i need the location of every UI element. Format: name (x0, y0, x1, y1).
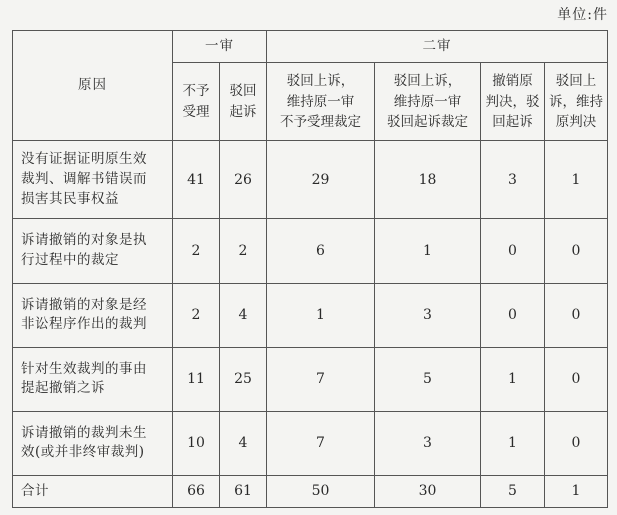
value-cell: 0 (481, 283, 545, 347)
table-row (13, 283, 608, 347)
table-row (13, 347, 608, 411)
header-second-instance: 二审 (267, 31, 608, 63)
header-row-top (13, 31, 608, 63)
reason-cell: 没有证据证明原生效 裁判、调解书错误而 损害其民事权益 (13, 141, 173, 219)
value-cell: 11 (173, 347, 220, 411)
value-cell: 26 (220, 141, 267, 219)
value-cell: 4 (220, 283, 267, 347)
value-cell: 41 (173, 141, 220, 219)
header-upheld-not-accepted: 驳回上诉， 维持原一审 不予受理裁定 (267, 63, 375, 141)
header-upheld-original: 驳回上 诉，维持 原判决 (545, 63, 608, 141)
header-reason: 原因 (13, 31, 173, 141)
header-dismissed: 驳回 起诉 (220, 63, 267, 141)
value-cell: 25 (220, 347, 267, 411)
value-cell: 0 (545, 283, 608, 347)
reason-cell: 诉请撤销的对象是经 非讼程序作出的裁判 (13, 283, 173, 347)
table-row (13, 219, 608, 283)
value-cell: 0 (545, 411, 608, 475)
reason-cell: 诉请撤销的对象是执 行过程中的裁定 (13, 219, 173, 283)
value-cell: 3 (375, 411, 481, 475)
total-row (13, 475, 608, 507)
value-cell: 7 (267, 347, 375, 411)
case-statistics-table (12, 30, 608, 508)
header-not-accepted: 不予 受理 (173, 63, 220, 141)
value-cell: 1 (545, 475, 608, 507)
value-cell: 1 (545, 141, 608, 219)
value-cell: 10 (173, 411, 220, 475)
table-row (13, 411, 608, 475)
header-revoked-dismissed: 撤销原 判决，驳 回起诉 (481, 63, 545, 141)
value-cell: 0 (545, 219, 608, 283)
value-cell: 50 (267, 475, 375, 507)
table-row (13, 141, 608, 219)
value-cell: 5 (481, 475, 545, 507)
value-cell: 18 (375, 141, 481, 219)
header-first-instance: 一审 (173, 31, 267, 63)
value-cell: 30 (375, 475, 481, 507)
value-cell: 5 (375, 347, 481, 411)
value-cell: 3 (375, 283, 481, 347)
value-cell: 1 (481, 347, 545, 411)
value-cell: 6 (267, 219, 375, 283)
value-cell: 0 (481, 219, 545, 283)
value-cell: 2 (173, 283, 220, 347)
reason-cell: 诉请撤销的裁判未生 效(或并非终审裁判) (13, 411, 173, 475)
value-cell: 61 (220, 475, 267, 507)
value-cell: 3 (481, 141, 545, 219)
value-cell: 1 (375, 219, 481, 283)
unit-label: 单位:件 (557, 7, 608, 23)
value-cell: 2 (173, 219, 220, 283)
value-cell: 1 (267, 283, 375, 347)
value-cell: 0 (545, 347, 608, 411)
value-cell: 29 (267, 141, 375, 219)
reason-cell: 针对生效裁判的事由 提起撤销之诉 (13, 347, 173, 411)
value-cell: 66 (173, 475, 220, 507)
total-label: 合计 (13, 475, 173, 507)
value-cell: 1 (481, 411, 545, 475)
header-upheld-dismissed: 驳回上诉， 维持原一审 驳回起诉裁定 (375, 63, 481, 141)
value-cell: 4 (220, 411, 267, 475)
value-cell: 7 (267, 411, 375, 475)
value-cell: 2 (220, 219, 267, 283)
